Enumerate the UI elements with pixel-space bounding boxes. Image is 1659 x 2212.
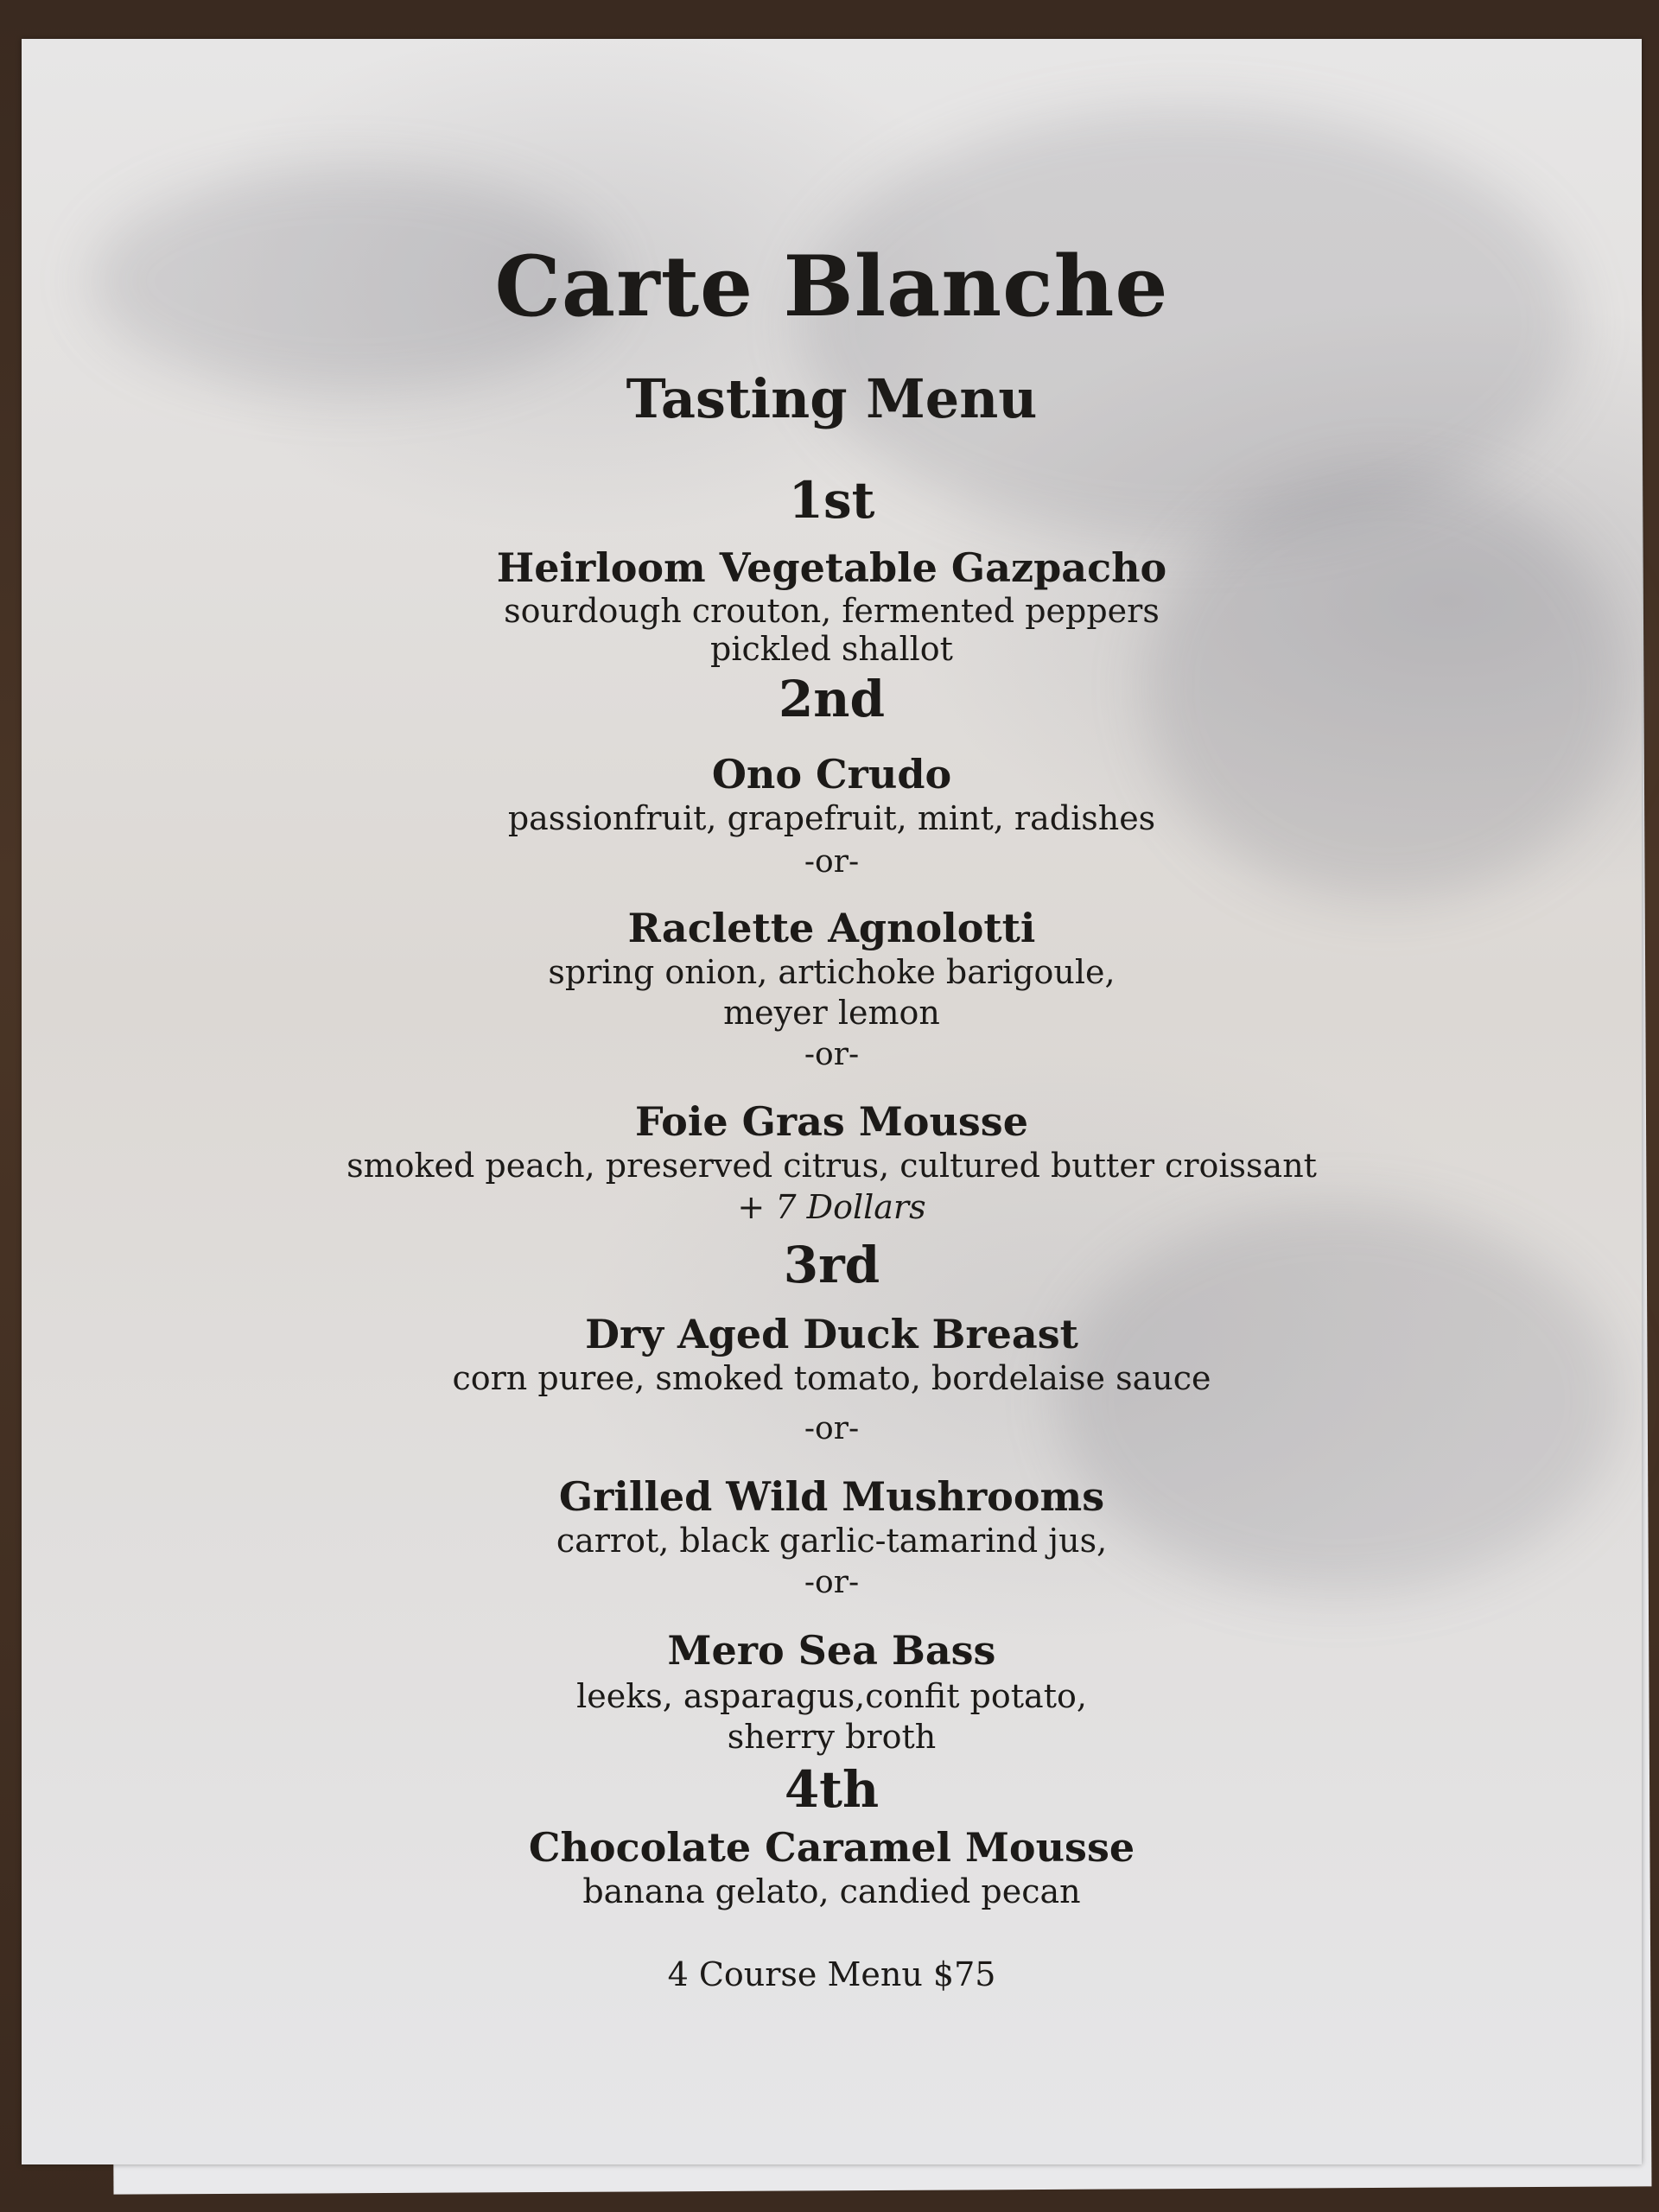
- menu-price: 4 Course Menu $75: [667, 1955, 996, 1993]
- dish-description: banana gelato, candied pecan: [582, 1872, 1081, 1910]
- dish-name: Grilled Wild Mushrooms: [558, 1473, 1105, 1520]
- course-heading-2: 2nd: [778, 670, 886, 728]
- dish-description: carrot, black garlic-tamarind jus,: [556, 1522, 1108, 1560]
- dish-name: Dry Aged Duck Breast: [585, 1311, 1078, 1357]
- course-heading-3: 3rd: [783, 1236, 880, 1294]
- dish-description: pickled shallot: [710, 630, 953, 668]
- dish-name: Raclette Agnolotti: [627, 905, 1036, 951]
- or-separator: -or-: [804, 1565, 860, 1600]
- or-separator: -or-: [804, 1037, 860, 1072]
- dish-name: Chocolate Caramel Mousse: [528, 1824, 1135, 1871]
- course-heading-4: 4th: [784, 1760, 880, 1819]
- dish-description: spring onion, artichoke barigoule,: [548, 953, 1116, 991]
- dish-name: Heirloom Vegetable Gazpacho: [496, 544, 1167, 591]
- dish-description: leeks, asparagus,confit potato,: [576, 1677, 1087, 1715]
- dish-name: Foie Gras Mousse: [635, 1098, 1028, 1145]
- course-heading-1: 1st: [788, 471, 875, 530]
- menu-subtitle: Tasting Menu: [626, 367, 1038, 430]
- dish-name: Ono Crudo: [711, 751, 952, 798]
- menu-title: Carte Blanche: [494, 238, 1169, 335]
- dish-description: passionfruit, grapefruit, mint, radishes: [507, 799, 1156, 837]
- dish-description: corn puree, smoked tomato, bordelaise sauce: [452, 1359, 1211, 1397]
- or-separator: -or-: [804, 844, 860, 880]
- surcharge-note: + 7 Dollars: [737, 1188, 926, 1226]
- dish-description: smoked peach, preserved citrus, cultured butter croissant: [346, 1147, 1317, 1185]
- dish-name: Mero Sea Bass: [667, 1627, 996, 1674]
- dish-description: sherry broth: [727, 1718, 937, 1756]
- or-separator: -or-: [804, 1411, 860, 1446]
- dish-description: sourdough crouton, fermented peppers: [504, 592, 1160, 630]
- menu-sheet: [22, 39, 1642, 2164]
- dish-description: meyer lemon: [723, 994, 940, 1032]
